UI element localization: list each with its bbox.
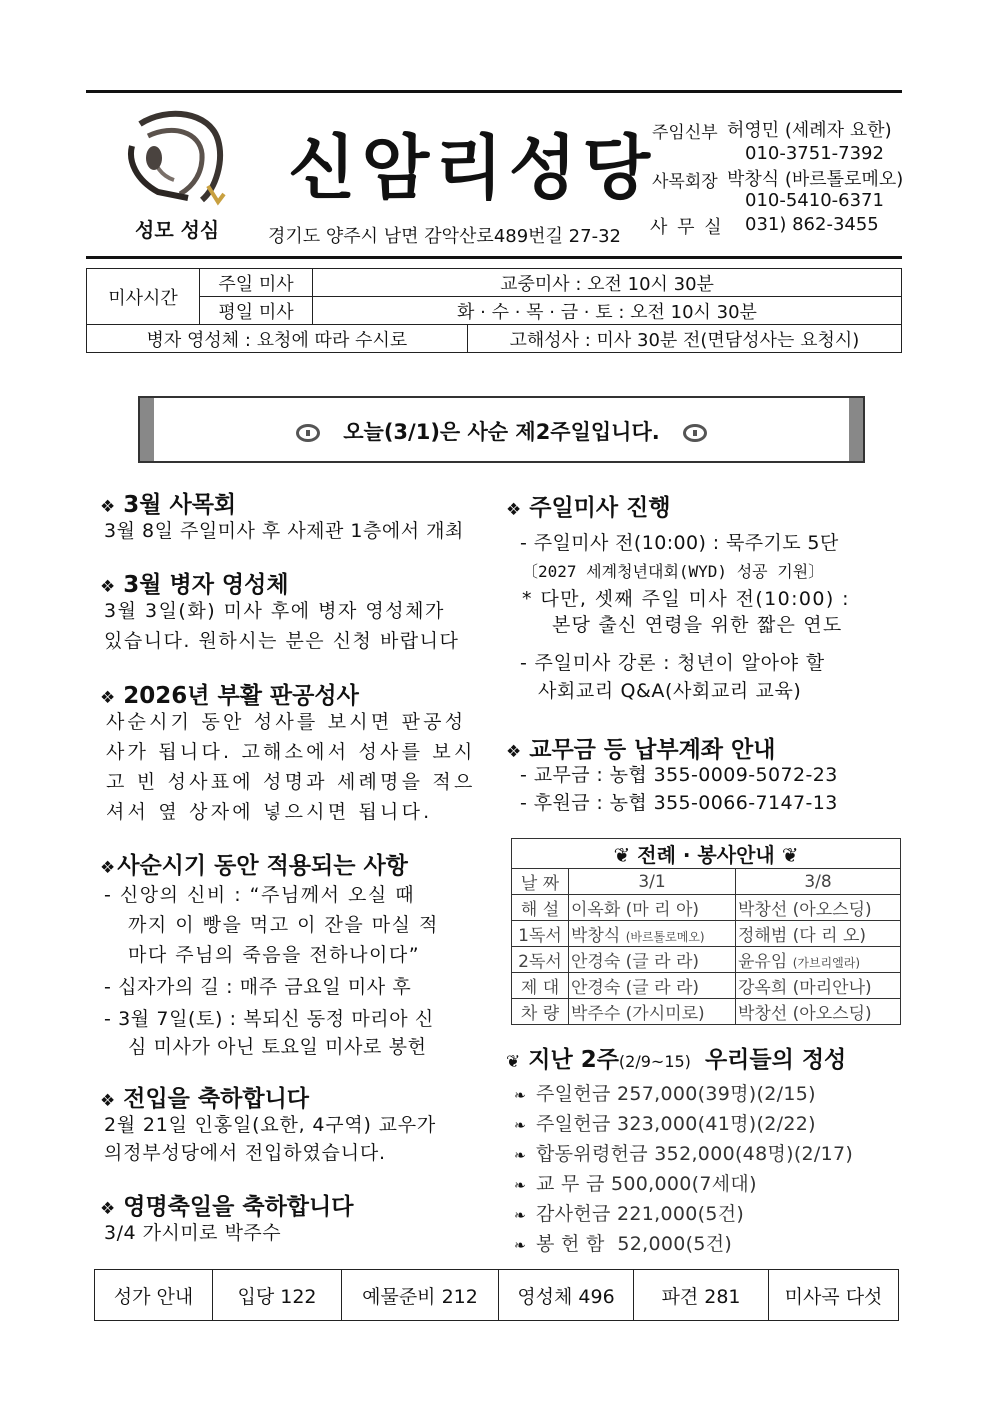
list-item	[514, 1230, 853, 1260]
body-line: - 신앙의 신비 : “주님께서 오실 때	[104, 884, 416, 906]
body-line: 〔2027 세계청년대회(WYD) 성공 기원〕	[522, 562, 825, 581]
section-heading	[100, 677, 359, 710]
body-line: 본당 출신 연령을 위한 짧은 연도	[552, 614, 843, 636]
council-meeting-text: 3월 8일 주일미사 후 사제관 1층에서 개최	[104, 520, 464, 542]
body-line: 심 미사가 아닌 토요일 미사로 봉헌	[128, 1036, 427, 1058]
diamond-bullet-icon: ❖	[100, 858, 116, 878]
diamond-bullet-icon: ❖	[100, 1199, 116, 1219]
coin-icon	[683, 424, 707, 442]
minister-name: 박창식	[571, 926, 621, 946]
role-cell: 2독서	[512, 947, 569, 973]
parish-title: 신암리성당	[288, 127, 657, 209]
diamond-bullet-icon: ❖	[100, 688, 116, 708]
heart-bullet-icon: ❦	[613, 843, 631, 867]
leaf-bullet-icon: ❧	[514, 1238, 527, 1254]
body-line: 의정부성당에서 전입하였습니다.	[104, 1142, 386, 1164]
heart-bullet-icon: ❦	[506, 1052, 521, 1072]
role-cell: 1독서	[512, 921, 569, 947]
section-heading	[506, 1041, 846, 1074]
minister-cell: 박창선 (아오스딩)	[736, 895, 901, 921]
leaf-bullet-icon: ❧	[514, 1118, 527, 1134]
header-bottom-rule	[86, 256, 902, 259]
hymn-entrance: 입당 122	[213, 1270, 342, 1321]
heading-text: 교무금 등 납부계좌 안내	[529, 737, 776, 763]
header-top-rule	[86, 90, 902, 93]
list-item	[514, 1200, 853, 1230]
table-row	[512, 895, 901, 921]
list-item	[514, 1170, 853, 1200]
minister-baptismal-name: (바르톨로메오)	[625, 930, 705, 944]
heading-text: 주일미사 진행	[529, 495, 671, 521]
contact-priest-phone: 010-3751-7392	[745, 143, 884, 164]
date-label: 날 짜	[512, 869, 569, 895]
heading-text: 3월 사목회	[123, 492, 237, 518]
weekday-mass-label: 평일 미사	[200, 297, 313, 325]
sunday-mass-label: 주일 미사	[200, 269, 313, 297]
body-line: 3월 3일(화) 미사 후에 병자 영성체가	[104, 600, 445, 622]
body-line: 2월 21일 인홍일(요한, 4구역) 교우가	[104, 1114, 437, 1136]
body-line: 고 빈 성사표에 성명과 세례명을 적으	[106, 771, 476, 793]
leaf-bullet-icon: ❧	[514, 1148, 527, 1164]
body-line: * 다만, 셋째 주일 미사 전(10:00) :	[522, 588, 850, 610]
body-line: - 주일미사 전(10:00) : 묵주기도 5단	[520, 532, 839, 554]
hymn-offertory: 예물준비 212	[342, 1270, 499, 1321]
minister-name: 윤유임	[738, 952, 788, 972]
offering-text: 합동위령헌금 352,000(48명)(2/17)	[536, 1143, 854, 1165]
contact-priest-role: 주임신부	[652, 123, 718, 143]
sacred-heart-logo	[118, 106, 233, 206]
mass-times-label: 미사시간	[87, 269, 200, 325]
minister-cell	[736, 947, 901, 973]
hymn-table	[94, 1269, 899, 1321]
section-heading	[100, 1080, 309, 1113]
table-row	[512, 947, 901, 973]
offering-text: 주일헌금 257,000(39명)(2/15)	[536, 1083, 816, 1105]
list-item	[514, 1140, 853, 1170]
heading-text: 지난 2주	[528, 1047, 619, 1073]
minister-cell: 이옥화 (마 리 아)	[569, 895, 736, 921]
heading-text: 사순시기 동안 적용되는 사항	[117, 853, 408, 879]
sick-communion: 병자 영성체 : 요청에 따라 수시로	[87, 325, 468, 353]
feast-day-text: 3/4 가시미로 박주수	[104, 1222, 282, 1244]
contact-council-phone: 010-5410-6371	[745, 190, 884, 211]
leaf-bullet-icon: ❧	[514, 1088, 527, 1104]
role-cell: 해 설	[512, 895, 569, 921]
offering-text: 교 무 금 500,000(7세대)	[536, 1173, 757, 1195]
diamond-bullet-icon: ❖	[100, 497, 116, 517]
service-table-title: 전례 · 봉사안내	[637, 843, 775, 867]
heart-bullet-icon: ❦	[781, 843, 799, 867]
list-item	[514, 1110, 853, 1140]
contact-office-role: 사 무 실	[650, 217, 724, 238]
heading-text: 우리들의 정성	[704, 1047, 847, 1073]
body-line: 셔서 옆 상자에 넣으시면 됩니다.	[106, 801, 433, 823]
body-line: 사회교리 Q&A(사회교리 교육)	[538, 680, 802, 702]
body-line: - 교무금 : 농협 355-0009-5072-23	[520, 764, 838, 786]
heading-text: 2026년 부활 판공성사	[123, 683, 359, 709]
contact-priest-name: 허영민 (세례자 요한)	[727, 120, 892, 141]
heading-period: (2/9~15)	[618, 1052, 691, 1071]
minister-cell: 강옥희 (마리안나)	[736, 973, 901, 999]
diamond-bullet-icon: ❖	[100, 577, 116, 597]
minister-cell	[569, 921, 736, 947]
parish-address: 경기도 양주시 남면 감악산로489번길 27-32	[268, 226, 621, 247]
leaf-bullet-icon: ❧	[514, 1208, 527, 1224]
body-line: - 십자가의 길 : 매주 금요일 미사 후	[104, 976, 412, 998]
confession-info: 고해성사 : 미사 30분 전(면담성사는 요청시)	[467, 325, 901, 353]
leaf-bullet-icon: ❧	[514, 1178, 527, 1194]
section-heading	[506, 489, 671, 522]
heading-text: 3월 병자 영성체	[123, 572, 289, 598]
body-line: - 주일미사 강론 : 청년이 알아야 할	[520, 652, 825, 674]
minister-cell: 안경숙 (글 라 라)	[569, 947, 736, 973]
heading-text: 영명축일을 축하합니다	[123, 1194, 354, 1220]
offering-list	[514, 1080, 853, 1260]
offering-text: 감사헌금 221,000(5건)	[536, 1203, 745, 1225]
offering-text: 주일헌금 323,000(41명)(2/22)	[536, 1113, 816, 1135]
sunday-mass-value: 교중미사 : 오전 10시 30분	[313, 269, 902, 297]
section-heading	[100, 847, 408, 880]
section-heading	[100, 486, 236, 519]
body-line: 사순시기 동안 성사를 보시면 판공성	[106, 711, 467, 733]
banner-text: 오늘(3/1)은 사순 제2주일입니다.	[343, 420, 660, 444]
service-table	[511, 838, 901, 1025]
section-heading	[100, 1188, 353, 1221]
body-line: - 3월 7일(토) : 복되신 동정 마리아 신	[104, 1008, 434, 1030]
mass-times-table	[86, 268, 902, 353]
contact-office-phone: 031) 862-3455	[745, 214, 879, 235]
hymn-recessional: 파견 281	[634, 1270, 769, 1321]
date-col-1: 3/1	[569, 869, 736, 895]
role-cell: 제 대	[512, 973, 569, 999]
body-line: 마다 주님의 죽음을 전하나이다”	[128, 944, 421, 966]
list-item	[514, 1080, 853, 1110]
body-line: 사가 됩니다. 고해소에서 성사를 보시	[106, 741, 476, 763]
role-cell: 차 량	[512, 999, 569, 1025]
diamond-bullet-icon: ❖	[506, 500, 522, 520]
hymn-communion: 영성체 496	[499, 1270, 634, 1321]
today-banner	[138, 396, 865, 463]
body-line: 있습니다. 원하시는 분은 신청 바랍니다	[104, 630, 460, 652]
service-table-title-cell	[512, 839, 901, 869]
diamond-bullet-icon: ❖	[506, 742, 522, 762]
table-row	[512, 973, 901, 999]
date-col-2: 3/8	[736, 869, 901, 895]
contact-council-name: 박창식 (바르톨로메오)	[727, 169, 904, 190]
body-line: - 후원금 : 농협 355-0066-7147-13	[520, 792, 838, 814]
table-row	[512, 999, 901, 1025]
minister-baptismal-name: (가브리엘라)	[792, 956, 861, 970]
minister-cell: 박창선 (아오스딩)	[736, 999, 901, 1025]
hymn-label: 성가 안내	[95, 1270, 213, 1321]
minister-cell: 정해범 (다 리 오)	[736, 921, 901, 947]
coin-icon	[296, 424, 320, 442]
body-line: 까지 이 빵을 먹고 이 잔을 마실 적	[128, 914, 439, 936]
minister-cell: 박주수 (가시미로)	[569, 999, 736, 1025]
hymn-mass-song: 미사곡 다섯	[769, 1270, 899, 1321]
contact-council-role: 사목회장	[652, 172, 718, 192]
section-heading	[100, 566, 289, 599]
offering-text: 봉 헌 함 52,000(5건)	[536, 1233, 733, 1255]
heading-text: 전입을 축하합니다	[123, 1086, 310, 1112]
minister-cell: 안경숙 (글 라 라)	[569, 973, 736, 999]
weekday-mass-value: 화 · 수 · 목 · 금 · 토 : 오전 10시 30분	[313, 297, 902, 325]
diamond-bullet-icon: ❖	[100, 1091, 116, 1111]
logo-caption: 성모 성심	[135, 218, 220, 242]
table-row	[512, 921, 901, 947]
